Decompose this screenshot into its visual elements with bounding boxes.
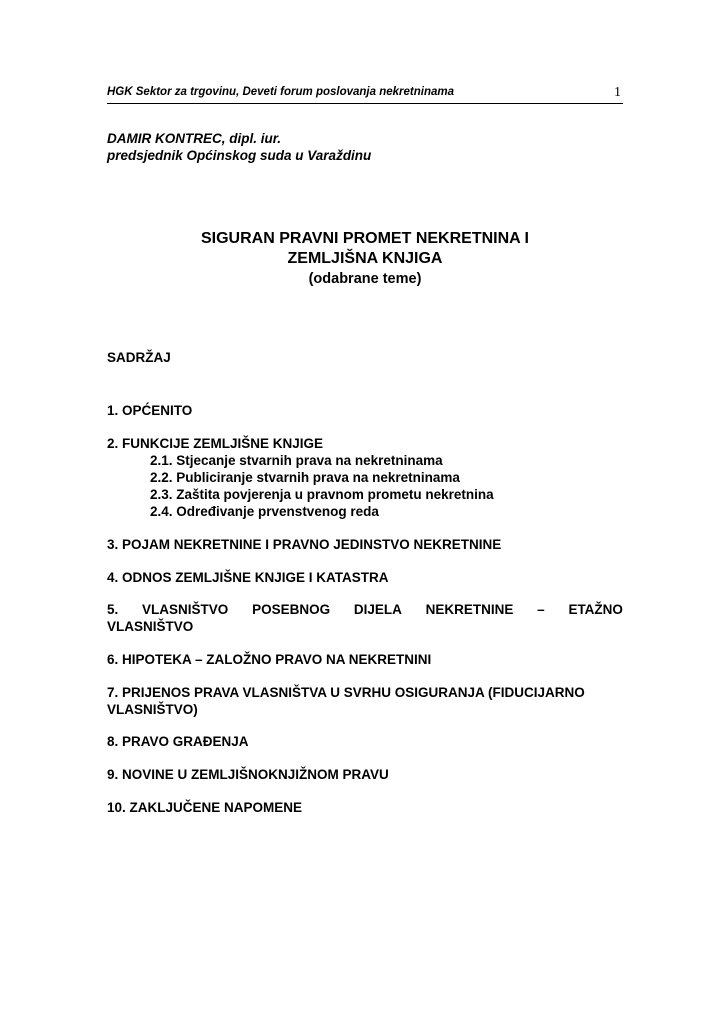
toc-item-1: 1. OPĆENITO: [107, 403, 193, 418]
page-header: [107, 85, 623, 104]
toc-item-8: 8. PRAVO GRAĐENJA: [107, 734, 249, 749]
toc-item-5-line-1: [107, 601, 623, 618]
toc-item-5-line-2: VLASNIŠTVO: [107, 619, 194, 634]
toc-item-2-2: 2.2. Publiciranje stvarnih prava na nekretninama: [150, 470, 460, 485]
contents-heading: SADRŽAJ: [107, 350, 171, 365]
document-title-line-2: ZEMLJIŠNA KNJIGA: [287, 250, 443, 267]
toc-item-5-word: ETAŽNO: [568, 602, 623, 617]
toc-item-2-3: 2.3. Zaštita povjerenja u pravnom prometu nekretnina: [150, 487, 494, 502]
header-text: HGK Sektor za trgovinu, Deveti forum poslovanja nekretninama: [107, 86, 454, 98]
toc-item-5-word: POSEBNOG: [252, 602, 331, 617]
toc-item-10: 10. ZAKLJUČENE NAPOMENE: [107, 800, 303, 815]
toc-item-7-line-2: VLASNIŠTVO): [107, 702, 198, 717]
document-subtitle: (odabrane teme): [308, 271, 422, 287]
toc-item-2-4: 2.4. Određivanje prvenstvenog reda: [150, 504, 379, 519]
toc-item-3: 3. POJAM NEKRETNINE I PRAVNO JEDINSTVO NEKRETNINE: [107, 537, 502, 552]
author-block: [107, 130, 371, 164]
author-name: DAMIR KONTREC, dipl. iur.: [107, 131, 281, 146]
toc-item-2: 2. FUNKCIJE ZEMLJIŠNE KNJIGE: [107, 436, 324, 451]
page-number: 1: [614, 85, 621, 100]
toc-item-5-word: VLASNIŠTVO: [142, 602, 229, 617]
toc-item-4: 4. ODNOS ZEMLJIŠNE KNJIGE I KATASTRA: [107, 570, 389, 585]
toc-item-7-line-1: 7. PRIJENOS PRAVA VLASNIŠTVA U SVRHU OSIGURANJA (FIDUCIJARNO: [107, 685, 585, 700]
toc-item-6: 6. HIPOTEKA – ZALOŽNO PRAVO NA NEKRETNINI: [107, 652, 432, 667]
toc-item-2-1: 2.1. Stjecanje stvarnih prava na nekretninama: [150, 453, 443, 468]
toc-item-5-word: DIJELA: [353, 602, 402, 617]
toc-item-5-word: NEKRETNINE: [425, 602, 514, 617]
toc-item-5-word: 5.: [107, 602, 119, 617]
author-position: predsjednik Općinskog suda u Varaždinu: [107, 148, 372, 163]
toc-item-9: 9. NOVINE U ZEMLJIŠNOKNJIŽNOM PRAVU: [107, 767, 389, 782]
toc-item-5-word: –: [537, 602, 545, 617]
document-title-line-1: SIGURAN PRAVNI PROMET NEKRETNINA I: [200, 230, 529, 247]
